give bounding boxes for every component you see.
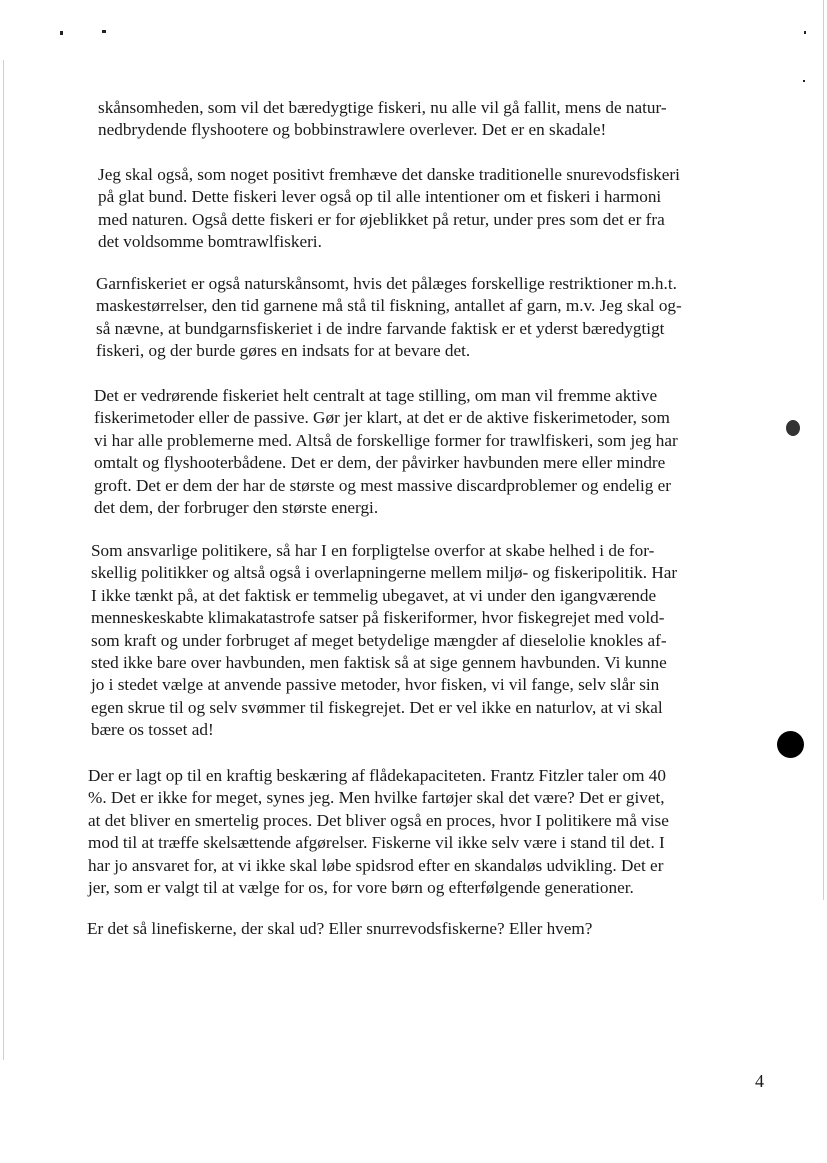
- punch-hole: [777, 731, 804, 758]
- text-line: Der er lagt op til en kraftig beskæring af flådekapaciteten. Frantz Fitzler taler om 40: [88, 766, 666, 785]
- text-line: I ikke tænkt på, at det faktisk er temmelig ubegavet, at vi under den igangværende: [91, 585, 657, 605]
- text-line: Jeg skal også, som noget positivt fremhæve det danske traditionelle snurevodsfiskeri: [98, 165, 680, 184]
- text-line: som kraft og under forbruget af meget betydelige mængder af dieselolie knokles af-: [91, 630, 667, 650]
- paragraph-6: [88, 765, 669, 899]
- text-line: jo i stedet vælge at anvende passive metoder, hvor fisken, vi vil fange, selv slår sin: [91, 675, 660, 695]
- text-line: egen skrue til og selv svømmer til fiskegrejet. Det er vel ikke en naturlov, at vi skal: [91, 697, 663, 717]
- text-line: bære os tosset ad!: [91, 720, 214, 740]
- scan-right-edge: [823, 0, 824, 900]
- scan-speck: [804, 31, 806, 34]
- scan-speck: [102, 30, 106, 33]
- text-line: Det er vedrørende fiskeriet helt centralt at tage stilling, om man vil fremme aktive: [94, 386, 658, 405]
- text-line: Garnfiskeriet er også naturskånsomt, hvis det pålæges forskellige restriktioner m.h.t.: [96, 274, 677, 293]
- page-number: 4: [755, 1071, 764, 1091]
- text-line: Er det så linefiskerne, der skal ud? Eller snurrevodsfiskerne? Eller hvem?: [87, 919, 593, 938]
- text-line: sted ikke bare over havbunden, men faktisk så at sige gennem havbunden. Vi kunne: [91, 653, 667, 673]
- scan-speck: [60, 31, 63, 35]
- paragraph-5: [91, 540, 677, 742]
- paragraph-2: [98, 164, 680, 254]
- text-line: nedbrydende flyshootere og bobbinstrawlere overlever. Det er en skadale!: [98, 120, 607, 140]
- text-line: det voldsomme bomtrawlfiskeri.: [98, 232, 322, 252]
- text-line: %. Det er ikke for meget, synes jeg. Men hvilke fartøjer skal det være? Det er givet,: [88, 788, 665, 808]
- scan-left-edge: [3, 60, 4, 1060]
- text-line: Som ansvarlige politikere, så har I en forpligtelse overfor at skabe helhed i de for-: [91, 541, 655, 560]
- text-line: vi har alle problemerne med. Altså de forskellige former for trawlfiskeri, som jeg har: [94, 430, 678, 450]
- scan-speck: [786, 420, 800, 436]
- text-line: så nævne, at bundgarnsfiskeriet i de indre farvande faktisk er et yderst bæredygtigt: [96, 318, 665, 338]
- text-line: med naturen. Også dette fiskeri er for øjeblikket på retur, under pres som det er fra: [98, 209, 665, 229]
- paragraph-7: [87, 918, 592, 940]
- text-line: omtalt og flyshooterbådene. Det er dem, der påvirker havbunden mere eller mindre: [94, 453, 666, 473]
- text-line: fiskeri, og der burde gøres en indsats for at bevare det.: [96, 341, 471, 361]
- text-line: at det bliver en smertelig proces. Det bliver også en proces, hvor I politikere må vise: [88, 810, 669, 830]
- text-line: det dem, der forbruger den største energi.: [94, 498, 379, 518]
- text-line: fiskerimetoder eller de passive. Gør jer klart, at det er de aktive fiskerimetoder, som: [94, 408, 670, 428]
- text-line: maskestørrelser, den tid garnene må stå til fiskning, antallet af garn, m.v. Jeg skal og-: [96, 296, 682, 316]
- paragraph-4: [94, 385, 678, 519]
- text-line: skånsomheden, som vil det bæredygtige fiskeri, nu alle vil gå fallit, mens de natur-: [98, 98, 667, 117]
- text-line: skellig politikker og altså også i overlapningerne mellem miljø- og fiskeripolitik. Har: [91, 563, 678, 583]
- text-line: på glat bund. Dette fiskeri lever også op til alle intentioner om et fiskeri i harmoni: [98, 187, 662, 207]
- paragraph-1: [98, 97, 667, 142]
- text-line: mod til at træffe skelsættende afgørelser. Fiskerne vil ikke selv være i stand til det. I: [88, 833, 665, 853]
- text-line: har jo ansvaret for, at vi ikke skal løbe spidsrod efter en skandaløs udvikling. Det er: [88, 855, 664, 875]
- paragraph-3: [96, 273, 682, 363]
- scan-speck: [803, 80, 805, 82]
- text-line: jer, som er valgt til at vælge for os, for vore børn og efterfølgende generationer.: [88, 878, 634, 898]
- text-line: menneskeskabte klimakatastrofe satser på fiskeriformer, hvor fiskegrejet med vold-: [91, 608, 665, 628]
- text-line: groft. Det er dem der har de største og mest massive discardproblemer og endelig er: [94, 475, 672, 495]
